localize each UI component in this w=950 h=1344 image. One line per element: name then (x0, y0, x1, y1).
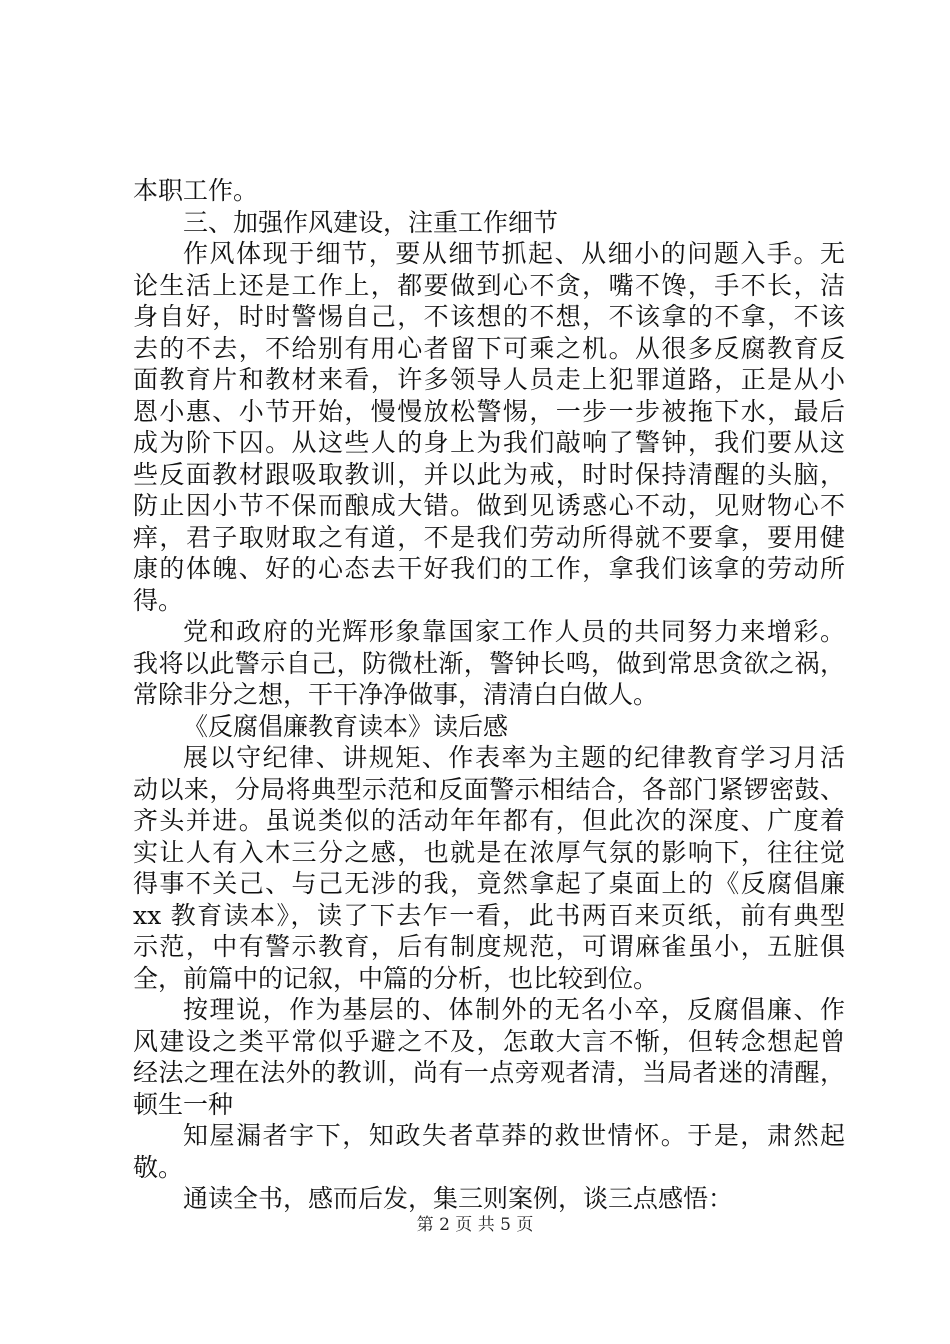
text-line-16: 我将以此警示自己，防微杜渐，警钟长鸣，做到常思贪欲之祸， (133, 649, 845, 678)
text-line-5: 身自好，时时警惕自己，不该想的不想，不该拿的不拿，不该 (133, 302, 845, 331)
text-line-32: 敬。 (133, 1153, 184, 1182)
text-line-19: 展以守纪律、讲规矩、作表率为主题的纪律教育学习月活 (183, 743, 845, 772)
text-line-21: 齐头并进。虽说类似的活动年年都有，但此次的深度、广度着 (133, 806, 845, 835)
text-line-6: 去的不去，不给别有用心者留下可乘之机。从很多反腐教育反 (133, 334, 845, 363)
text-line-26: 全，前篇中的记叙，中篇的分析，也比较到位。 (133, 964, 659, 993)
text-line-17: 常除非分之想，干干净净做事，清清白白做人。 (133, 680, 659, 709)
text-line-22: 实让人有入木三分之感，也就是在浓厚气氛的影响下，往往觉 (133, 838, 845, 867)
text-line-27: 按理说，作为基层的、体制外的无名小卒，反腐倡廉、作 (183, 995, 845, 1024)
text-line-13: 康的体魄、好的心态去干好我们的工作，拿我们该拿的劳动所 (133, 554, 845, 583)
text-line-3: 作风体现于细节，要从细节抓起、从细小的问题入手。无 (183, 239, 845, 268)
text-line-23: 得事不关己、与己无涉的我，竟然拿起了桌面上的《反腐倡廉 (133, 869, 845, 898)
text-line-15: 党和政府的光辉形象靠国家工作人员的共同努力来增彩。 (183, 617, 845, 646)
text-line-4: 论生活上还是工作上，都要做到心不贪，嘴不馋，手不长，洁 (133, 271, 845, 300)
essay-title: 《反腐倡廉教育读本》读后感 (183, 712, 509, 741)
text-line-12: 痒，君子取财取之有道，不是我们劳动所得就不要拿，要用健 (133, 523, 845, 552)
text-line-11: 防止因小节不保而酿成大错。做到见诱惑心不动，见财物心不 (133, 491, 845, 520)
text-line-1: 本职工作。 (133, 176, 259, 205)
text-line-8: 恩小惠、小节开始，慢慢放松警惕，一步一步被拖下水，最后 (133, 397, 845, 426)
text-line-9: 成为阶下囚。从这些人的身上为我们敲响了警钟，我们要从这 (133, 428, 845, 457)
text-line-7: 面教育片和教材来看，许多领导人员走上犯罪道路，正是从小 (133, 365, 845, 394)
text-line-28: 风建设之类平常似乎避之不及，怎敢大言不惭，但转念想起曾 (133, 1027, 845, 1056)
text-line-29: 经法之理在法外的教训，尚有一点旁观者清，当局者迷的清醒， (133, 1058, 845, 1087)
text-line-24: xx 教育读本》，读了下去乍一看，此书两百来页纸，前有典型 (133, 901, 845, 930)
text-line-20: 动以来，分局将典型示范和反面警示相结合，各部门紧锣密鼓、 (133, 775, 845, 804)
section-heading-3: 三、加强作风建设，注重工作细节 (183, 208, 559, 237)
text-line-31: 知屋漏者宇下，知政失者草莽的救世情怀。于是，肃然起 (183, 1121, 845, 1150)
text-line-33: 通读全书，感而后发，集三则案例，谈三点感悟： (183, 1184, 734, 1213)
text-line-30: 顿生一种 (133, 1090, 234, 1119)
text-line-10: 些反面教材跟吸取教训，并以此为戒，时时保持清醒的头脑， (133, 460, 845, 489)
page-footer: 第 2 页 共 5 页 (416, 1215, 534, 1235)
text-line-25: 示范，中有警示教育，后有制度规范，可谓麻雀虽小，五脏俱 (133, 932, 845, 961)
text-line-14: 得。 (133, 586, 184, 615)
